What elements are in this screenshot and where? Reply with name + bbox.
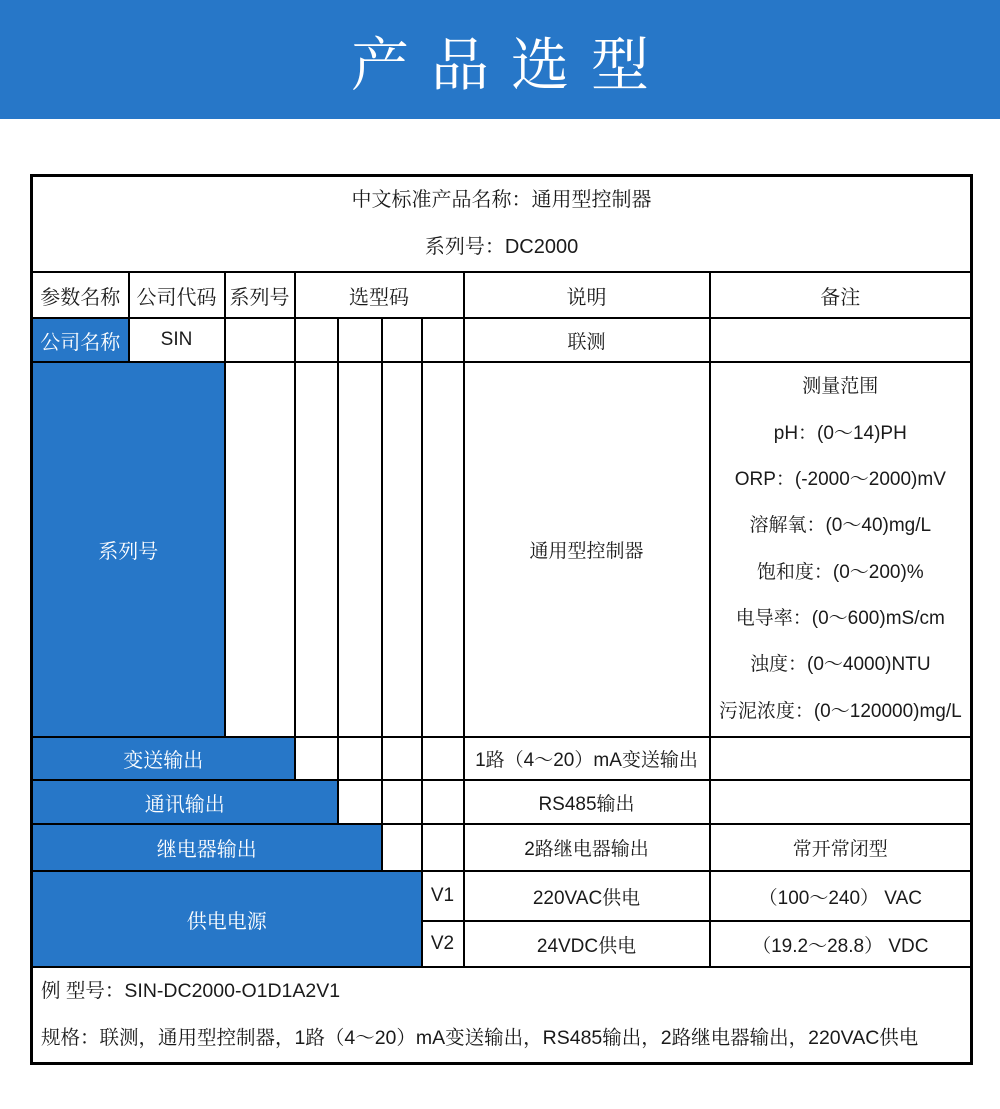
power-v2-note: （19.2～28.8） VDC xyxy=(710,921,972,967)
empty-cell xyxy=(710,318,972,362)
row-example xyxy=(32,967,972,1064)
header-description: 说明 xyxy=(464,272,710,318)
series-number-line: 系列号：DC2000 xyxy=(424,236,579,258)
page-banner xyxy=(0,0,1000,119)
empty-cell xyxy=(382,780,422,824)
row-transmit-output xyxy=(32,737,972,780)
row-company xyxy=(32,318,972,362)
empty-cell xyxy=(710,780,972,824)
empty-cell xyxy=(382,362,422,737)
header-selection-code: 选型码 xyxy=(295,272,464,318)
transmit-output-label: 变送输出 xyxy=(32,737,295,780)
range-conductivity: 电导率：(0～600)mS/cm xyxy=(735,608,945,630)
company-name-label: 公司名称 xyxy=(32,318,129,362)
power-v2-desc: 24VDC供电 xyxy=(464,921,710,967)
empty-cell xyxy=(422,780,464,824)
power-v1-note: （100～240） VAC xyxy=(710,871,972,921)
empty-cell xyxy=(422,824,464,871)
table-title-cell xyxy=(32,176,972,273)
empty-cell xyxy=(225,362,295,737)
empty-cell xyxy=(710,737,972,780)
empty-cell xyxy=(382,318,422,362)
range-title: 测量范围 xyxy=(802,376,879,398)
power-v1-code: V1 xyxy=(422,871,464,921)
empty-cell xyxy=(295,737,338,780)
empty-cell xyxy=(382,737,422,780)
range-ph: pH：(0～14)PH xyxy=(773,422,907,444)
empty-cell xyxy=(382,824,422,871)
empty-cell xyxy=(295,362,338,737)
range-sludge: 污泥浓度：(0～120000)mg/L xyxy=(718,700,962,722)
power-v2-code: V2 xyxy=(422,921,464,967)
header-company-code: 公司代码 xyxy=(129,272,225,318)
company-desc-value: 联测 xyxy=(464,318,710,362)
empty-cell xyxy=(422,318,464,362)
example-model-line: 例 型号：SIN-DC2000-O1D1A2V1 xyxy=(41,980,341,1002)
row-comm-output xyxy=(32,780,972,824)
range-orp: ORP：(-2000～2000)mV xyxy=(734,468,946,490)
company-code-value: SIN xyxy=(129,318,225,362)
empty-cell xyxy=(338,780,382,824)
measurement-range-list xyxy=(711,364,971,735)
comm-output-label: 通讯输出 xyxy=(32,780,338,824)
range-saturation: 饱和度：(0～200)% xyxy=(756,561,924,583)
transmit-desc-value: 1路（4～20）mA变送输出 xyxy=(464,737,710,780)
comm-desc-value: RS485输出 xyxy=(464,780,710,824)
power-v1-desc: 220VAC供电 xyxy=(464,871,710,921)
series-desc-value: 通用型控制器 xyxy=(464,362,710,737)
power-supply-label: 供电电源 xyxy=(32,871,422,967)
empty-cell xyxy=(422,737,464,780)
row-series xyxy=(32,362,972,737)
series-label: 系列号 xyxy=(32,362,225,737)
page-title: 产品选型 xyxy=(350,32,671,98)
empty-cell xyxy=(295,318,338,362)
header-series-no: 系列号 xyxy=(225,272,295,318)
product-selection-table xyxy=(30,174,973,1065)
series-remarks-cell xyxy=(710,362,972,737)
row-power-v1 xyxy=(32,871,972,921)
empty-cell xyxy=(338,362,382,737)
empty-cell xyxy=(338,737,382,780)
header-remarks: 备注 xyxy=(710,272,972,318)
row-relay-output xyxy=(32,824,972,871)
relay-output-label: 继电器输出 xyxy=(32,824,382,871)
empty-cell xyxy=(338,318,382,362)
relay-note-value: 常开常闭型 xyxy=(710,824,972,871)
range-do: 溶解氧：(0～40)mg/L xyxy=(749,515,932,537)
example-spec-line: 规格：联测，通用型控制器，1路（4～20）mA变送输出，RS485输出，2路继电器输出，220VAC供电 xyxy=(41,1027,919,1049)
product-name-line: 中文标准产品名称：通用型控制器 xyxy=(351,189,652,211)
relay-desc-value: 2路继电器输出 xyxy=(464,824,710,871)
empty-cell xyxy=(225,318,295,362)
header-param-name: 参数名称 xyxy=(32,272,129,318)
example-cell xyxy=(32,967,972,1064)
range-turbidity: 浊度：(0～4000)NTU xyxy=(750,654,931,676)
empty-cell xyxy=(422,362,464,737)
